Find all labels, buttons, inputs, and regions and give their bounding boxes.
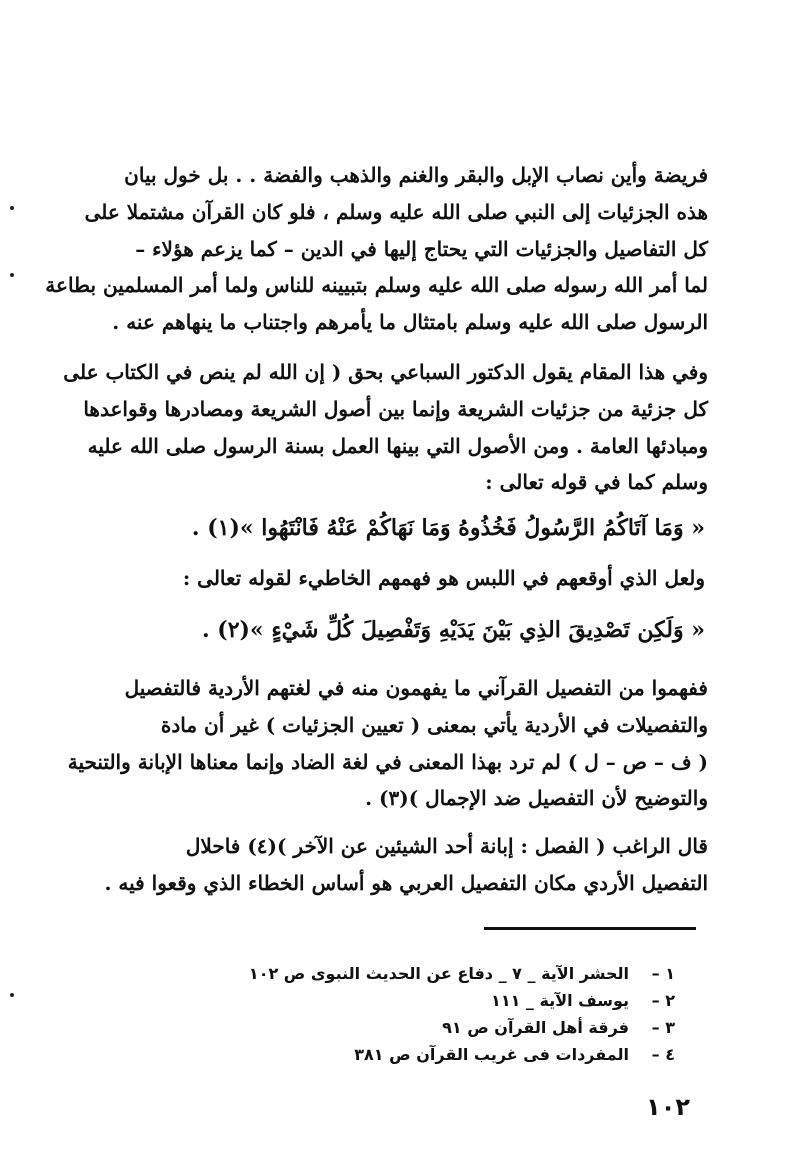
- footnote-item: [249, 1014, 675, 1041]
- text-line: ففهموا من التفصيل القرآني ما يفهمون منه في لغتهم الأردية فالتفصيل: [124, 676, 708, 700]
- paragraph-2: [63, 354, 708, 501]
- footnote-number: ٤ –: [651, 1045, 675, 1064]
- quran-quote-2: « وَلَكِن تَصْدِيقَ الذِي بَيْنَ يَدَيْهِ وَتَفْصِيلَ كُلِّ شَيْءٍ »(٢) .: [201, 617, 705, 643]
- text-line: فريضة وأين نصاب الإبل والبقر والغنم والذهب والفضة . . بل خول بيان: [124, 163, 708, 187]
- text-line: كل التفاصيل والجزئيات التي يحتاج إليها في الدين – كما يزعم هؤلاء –: [135, 236, 708, 261]
- text-line: وفي هذا المقام يقول الدكتور السباعي بحق ( إن الله لم ينص في الكتاب على: [63, 360, 708, 384]
- text-line: وسلم كما في قوله تعالى :: [485, 470, 708, 495]
- footnote-item: [249, 987, 675, 1014]
- text-line: هذه الجزئيات إلى النبي صلى الله عليه وسلم ، فلو كان القرآن مشتملا على: [84, 199, 708, 224]
- text-line: الرسول صلى الله عليه وسلم بامتثال ما يأمرهم واجتناب ما ينهاهم عنه .: [112, 310, 708, 335]
- paragraph-4: [104, 828, 708, 902]
- quran-quote-1: « وَمَا آتَاكُمُ الرَّسُولُ فَخُذُوهُ وَمَا نَهَاكُمْ عَنْهُ فَانْتَهُوا »(١) .: [191, 515, 705, 541]
- page-number: ١٠٢: [646, 1093, 690, 1121]
- text-line: والتوضيح لأن التفصيل ضد الإجمال )(٣) .: [365, 786, 708, 811]
- text-line: التفصيل الأردي مكان التفصيل العربي هو أساس الخطاء الذي وقعوا فيه .: [104, 870, 708, 895]
- footnote-item: [249, 960, 675, 987]
- paragraph-3: [67, 670, 708, 817]
- footnote-item: [249, 1041, 675, 1068]
- footnote-text: فرقة أهل القرآن ص ٩١: [442, 1018, 629, 1037]
- text-line: ولعل الذي أوقعهم في اللبس هو فهمهم الخاطيء لقوله تعالى :: [182, 566, 705, 590]
- footnote-text: المفردات فى غريب القرآن ص ٣٨١: [354, 1045, 629, 1064]
- text-line: والتفصيلات في الأردية يأتي بمعنى ( تعيين الجزئيات ) غير أن مادة: [160, 712, 708, 737]
- footnote-number: ٢ –: [651, 991, 675, 1010]
- footnote-number: ٣ –: [651, 1018, 675, 1037]
- footnote-text: يوسف الآية _ ١١١: [491, 991, 629, 1010]
- footnote-divider: [484, 927, 696, 930]
- text-line: كل جزئية من جزئيات الشريعة وإنما بين أصول الشريعة ومصادرها وقواعدها: [83, 396, 708, 421]
- margin-dot: [10, 273, 14, 277]
- footnote-text: الحشر الآية _ ٧ _ دفاع عن الحديث النبوى ص ١٠٢: [248, 964, 629, 983]
- text-line: ومبادئها العامة . ومن الأصول التي بينها العمل بسنة الرسول صلى الله عليه: [87, 433, 708, 458]
- text-line: لما أمر الله رسوله صلى الله عليه وسلم بتبيينه للناس ولما أمر المسلمين بطاعة: [45, 273, 708, 298]
- margin-dot: [10, 993, 14, 997]
- paragraph-1: [45, 157, 708, 341]
- footnotes: [249, 960, 675, 1068]
- footnote-number: ١ –: [651, 964, 675, 983]
- margin-dot: [10, 206, 14, 210]
- text-line: قال الراغب ( الفصل : إبانة أحد الشيئين عن الآخر )(٤) فاحلال: [185, 834, 708, 858]
- text-line: ( ف – ص – ل ) لم ترد بهذا المعنى في لغة الضاد وإنما معناها الإبانة والتنحية: [67, 749, 708, 774]
